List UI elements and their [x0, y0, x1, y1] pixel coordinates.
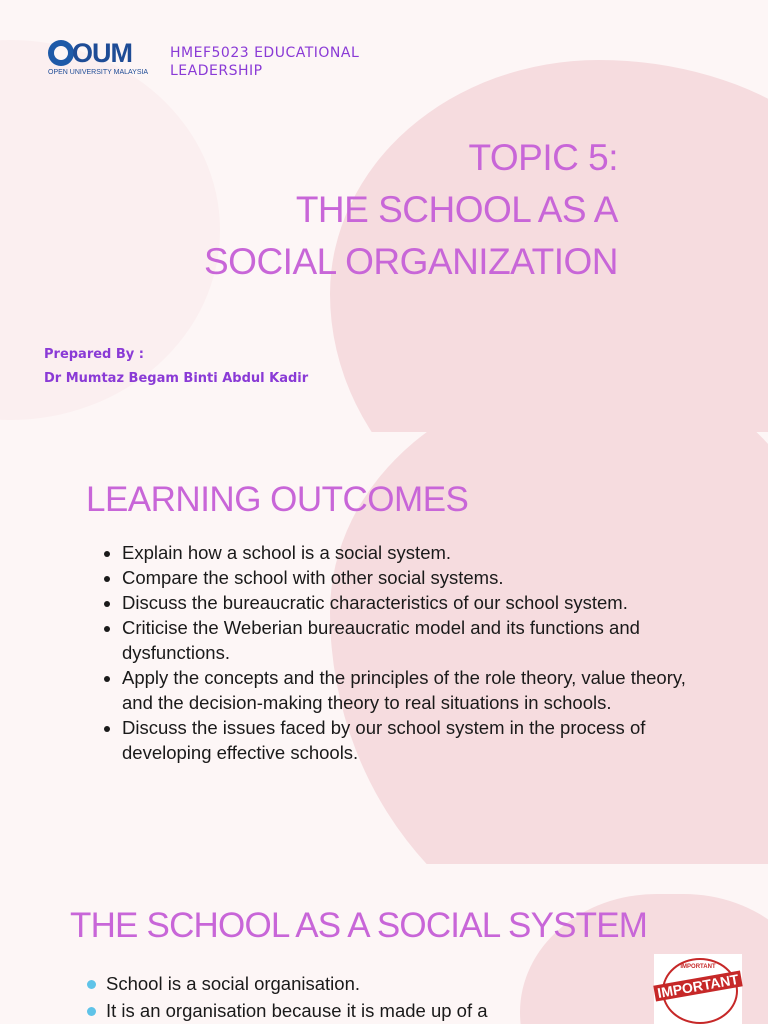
learning-outcomes-slide [0, 432, 768, 864]
oum-logo [48, 40, 158, 82]
topic-title [204, 132, 618, 288]
list-item: • Discuss the issues faced by our school system in the process of developing effective schools. [122, 715, 702, 765]
stamp-small-text: IMPORTANT [680, 964, 716, 970]
list-item: • Explain how a school is a social system. [122, 540, 702, 565]
globe-icon [48, 40, 74, 66]
list-item: School is a social organisation. [106, 970, 666, 997]
course-title: HMEF5023 EDUCATIONAL LEADERSHIP [170, 45, 360, 79]
logo-subtitle: OPEN UNIVERSITY MALAYSIA [48, 69, 149, 76]
list-item: • Discuss the bureaucratic characteristics of our school system. [122, 590, 702, 615]
stamp-text: IMPORTANT [653, 970, 742, 1001]
important-stamp-icon [654, 954, 742, 1024]
list-item: • Apply the concepts and the principles of the role theory, value theory, and the decision-making theory to real situations in schools. [122, 665, 702, 715]
author-name: Dr Mumtaz Begam Binti Abdul Kadir [44, 371, 309, 386]
prepared-by [44, 343, 314, 391]
topic-title-line: TOPIC 5: [468, 137, 618, 178]
list-item: • Compare the school with other social systems. [122, 565, 702, 590]
slide-heading: THE SCHOOL AS A SOCIAL SYSTEM [70, 906, 648, 945]
topic-title-line: SOCIAL ORGANIZATION [204, 241, 618, 282]
title-slide [0, 0, 768, 432]
topic-title-line: THE SCHOOL AS A [295, 189, 618, 230]
social-system-list [86, 970, 666, 1024]
list-item: It is an organisation because it is made up of a [106, 997, 666, 1024]
logo-wordmark: OUM [72, 38, 132, 68]
outcomes-list [104, 540, 702, 765]
slide-heading: LEARNING OUTCOMES [86, 480, 469, 519]
list-item: • Criticise the Weberian bureaucratic model and its functions and dysfunctions. [122, 615, 702, 665]
social-system-slide [0, 864, 768, 1024]
prepared-by-label: Prepared By : [44, 347, 145, 362]
